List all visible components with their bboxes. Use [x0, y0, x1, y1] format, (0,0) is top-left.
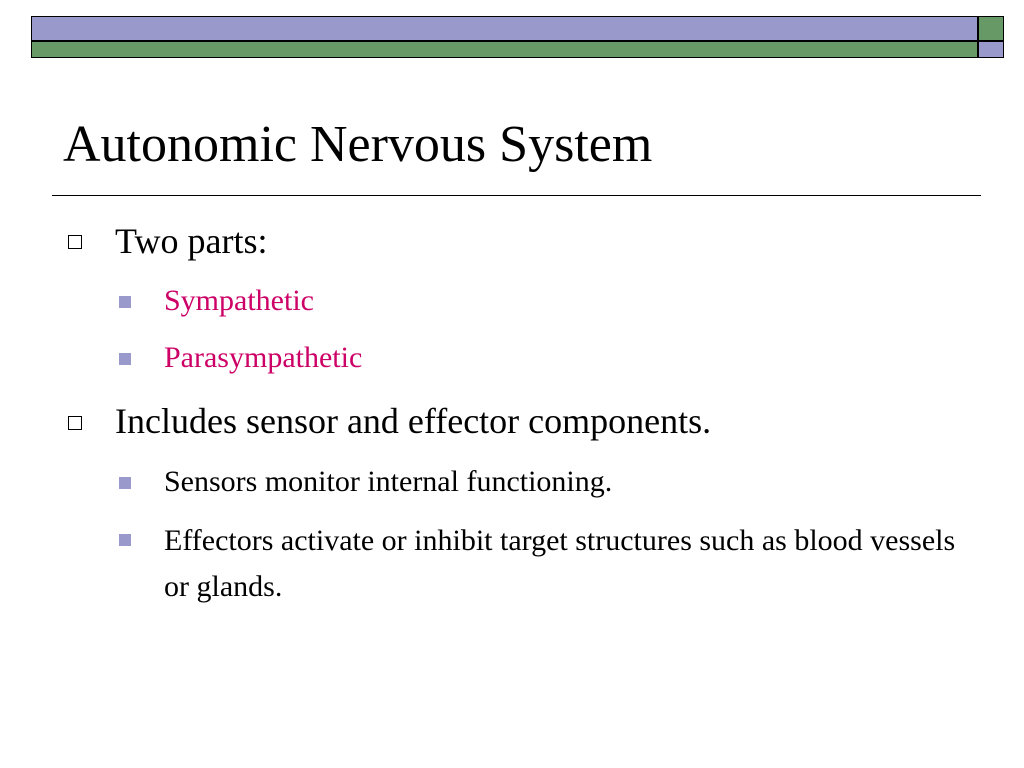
- slide-title: Autonomic Nervous System: [63, 116, 653, 173]
- sub-bullet-sensors: Sensors monitor internal functioning.: [164, 465, 613, 498]
- sub-bullet-sympathetic: Sympathetic: [164, 284, 314, 317]
- hollow-square-bullet-icon: [68, 235, 82, 249]
- filled-square-bullet-icon: [119, 534, 131, 546]
- sub-bullet-parasympathetic: Parasympathetic: [164, 341, 363, 374]
- filled-square-bullet-icon: [119, 296, 131, 308]
- sub-bullet-effectors: Effectors activate or inhibit target structures such as blood vessels or glands.: [164, 524, 956, 603]
- filled-square-bullet-icon: [119, 353, 131, 365]
- hollow-square-bullet-icon: [68, 416, 82, 430]
- bullet-sensor-effector: Includes sensor and effector components.: [115, 401, 712, 441]
- bullet-two-parts: Two parts:: [115, 221, 268, 261]
- filled-square-bullet-icon: [119, 477, 131, 489]
